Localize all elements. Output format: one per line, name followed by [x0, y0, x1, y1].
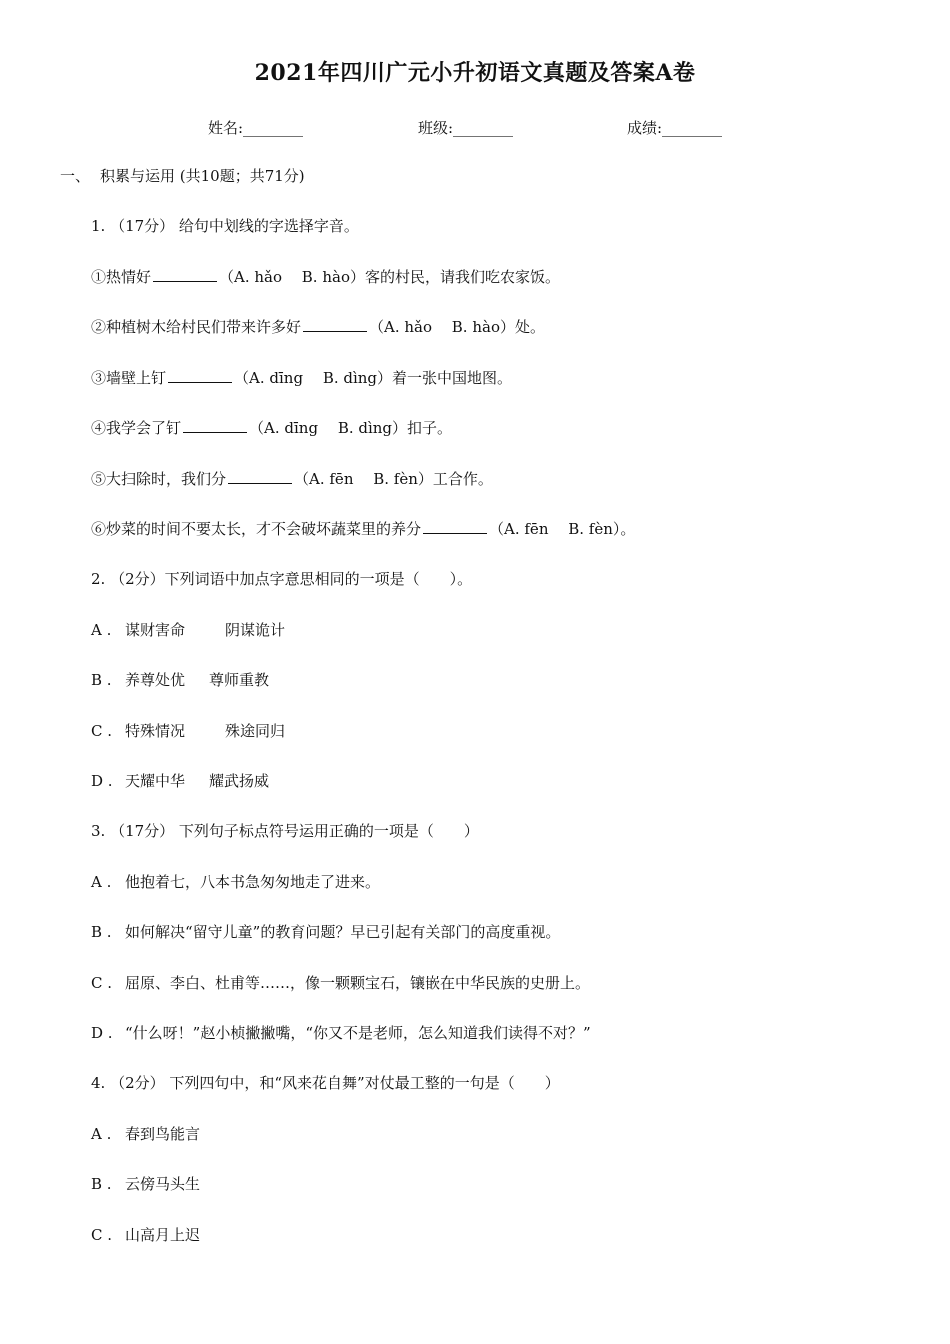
option-word: 耀武扬威: [209, 772, 270, 790]
option-letter: C .: [91, 722, 113, 740]
option-word: 养尊处优: [125, 671, 186, 689]
answer-blank: [153, 267, 217, 282]
name-field-label: 姓名:________: [208, 119, 304, 137]
option-letter: A .: [91, 873, 112, 891]
answer-blank: [303, 317, 367, 332]
option-text: 春到鸟能言: [125, 1125, 201, 1143]
option-letter: D .: [91, 772, 113, 790]
item-prefix: ③墙壁上钉: [91, 369, 167, 387]
item-suffix: （A. fēn B. fèn）工合作。: [294, 470, 493, 488]
question-1-item: [91, 316, 545, 338]
question-3-option: [91, 921, 560, 943]
item-prefix: ⑤大扫除时，我们分: [91, 470, 227, 488]
option-letter: B .: [91, 923, 112, 941]
question-1-stem: 1. （17分） 给句中划线的字选择字音。: [91, 217, 359, 235]
question-2-option: [91, 619, 285, 641]
option-letter: A .: [91, 1125, 112, 1143]
option-text: 云傍马头生: [125, 1175, 201, 1193]
question-1-item: [91, 367, 512, 389]
question-4-stem: 4. （2分） 下列四句中，和“风来花自舞”对仗最工整的一句是（ ）: [91, 1074, 560, 1092]
item-prefix: ④我学会了钉: [91, 419, 182, 437]
answer-blank: [168, 368, 232, 383]
item-prefix: ①热情好: [91, 268, 152, 286]
option-letter: C .: [91, 1226, 113, 1244]
question-4-option: [91, 1173, 200, 1195]
question-3-option: [91, 871, 380, 893]
question-2-option: [91, 770, 269, 792]
option-text: “什么呀！”赵小桢撇撇嘴，“你又不是老师，怎么知道我们读得不对？”: [125, 1024, 591, 1042]
question-1-item: [91, 417, 452, 439]
section-title: 积累与运用 (共10题；共71分): [100, 167, 305, 185]
student-info-row: [0, 117, 950, 141]
question-1-item: [91, 266, 560, 288]
option-text: 如何解决“留守儿童”的教育问题？早已引起有关部门的高度重视。: [125, 923, 561, 941]
item-suffix: （A. dīng B. dìng）扣子。: [249, 419, 453, 437]
question-2-option: [91, 720, 285, 742]
section-heading: [60, 165, 305, 186]
option-word: 特殊情况: [125, 722, 186, 740]
option-word: 殊途同归: [225, 722, 286, 740]
class-field-label: 班级:________: [418, 119, 514, 137]
option-letter: B .: [91, 1175, 112, 1193]
answer-blank: [228, 469, 292, 484]
question-3-option: [91, 972, 590, 994]
score-field-label: 成绩:________: [627, 119, 723, 137]
item-suffix: （A. dīng B. dìng）着一张中国地图。: [234, 369, 513, 387]
item-suffix: （A. hǎo B. hào）客的村民，请我们吃农家饭。: [219, 268, 560, 286]
question-4-option: [91, 1224, 200, 1246]
option-letter: C .: [91, 974, 113, 992]
option-text: 他抱着七，八本书急匆匆地走了进来。: [125, 873, 381, 891]
item-suffix: （A. fēn B. fèn）。: [489, 520, 636, 538]
option-text: 屈原、李白、杜甫等……，像一颗颗宝石，镶嵌在中华民族的史册上。: [125, 974, 591, 992]
answer-blank: [423, 519, 487, 534]
question-4-option: [91, 1123, 200, 1145]
option-word: 尊师重教: [209, 671, 270, 689]
option-word: 谋财害命: [125, 621, 186, 639]
option-letter: D .: [91, 1024, 113, 1042]
option-letter: A .: [91, 621, 112, 639]
item-prefix: ⑥炒菜的时间不要太长，才不会破坏蔬菜里的养分: [91, 520, 422, 538]
option-word: 阴谋诡计: [225, 621, 286, 639]
question-2-stem: 2. （2分）下列词语中加点字意思相同的一项是（ ）。: [91, 570, 473, 588]
item-prefix: ②种植树木给村民们带来许多好: [91, 318, 302, 336]
item-suffix: （A. hǎo B. hào）处。: [369, 318, 545, 336]
question-3-stem: 3. （17分） 下列句子标点符号运用正确的一项是（ ）: [91, 822, 479, 840]
question-1-item: [91, 518, 635, 540]
option-word: 天耀中华: [125, 772, 186, 790]
question-1-item: [91, 468, 493, 490]
question-2-option: [91, 669, 269, 691]
document-title: 2021年四川广元小升初语文真题及答案A卷: [254, 60, 696, 86]
answer-blank: [183, 418, 247, 433]
option-letter: B .: [91, 671, 112, 689]
section-number: 一、: [60, 167, 91, 185]
option-text: 山高月上迟: [125, 1226, 201, 1244]
question-3-option: [91, 1022, 591, 1044]
